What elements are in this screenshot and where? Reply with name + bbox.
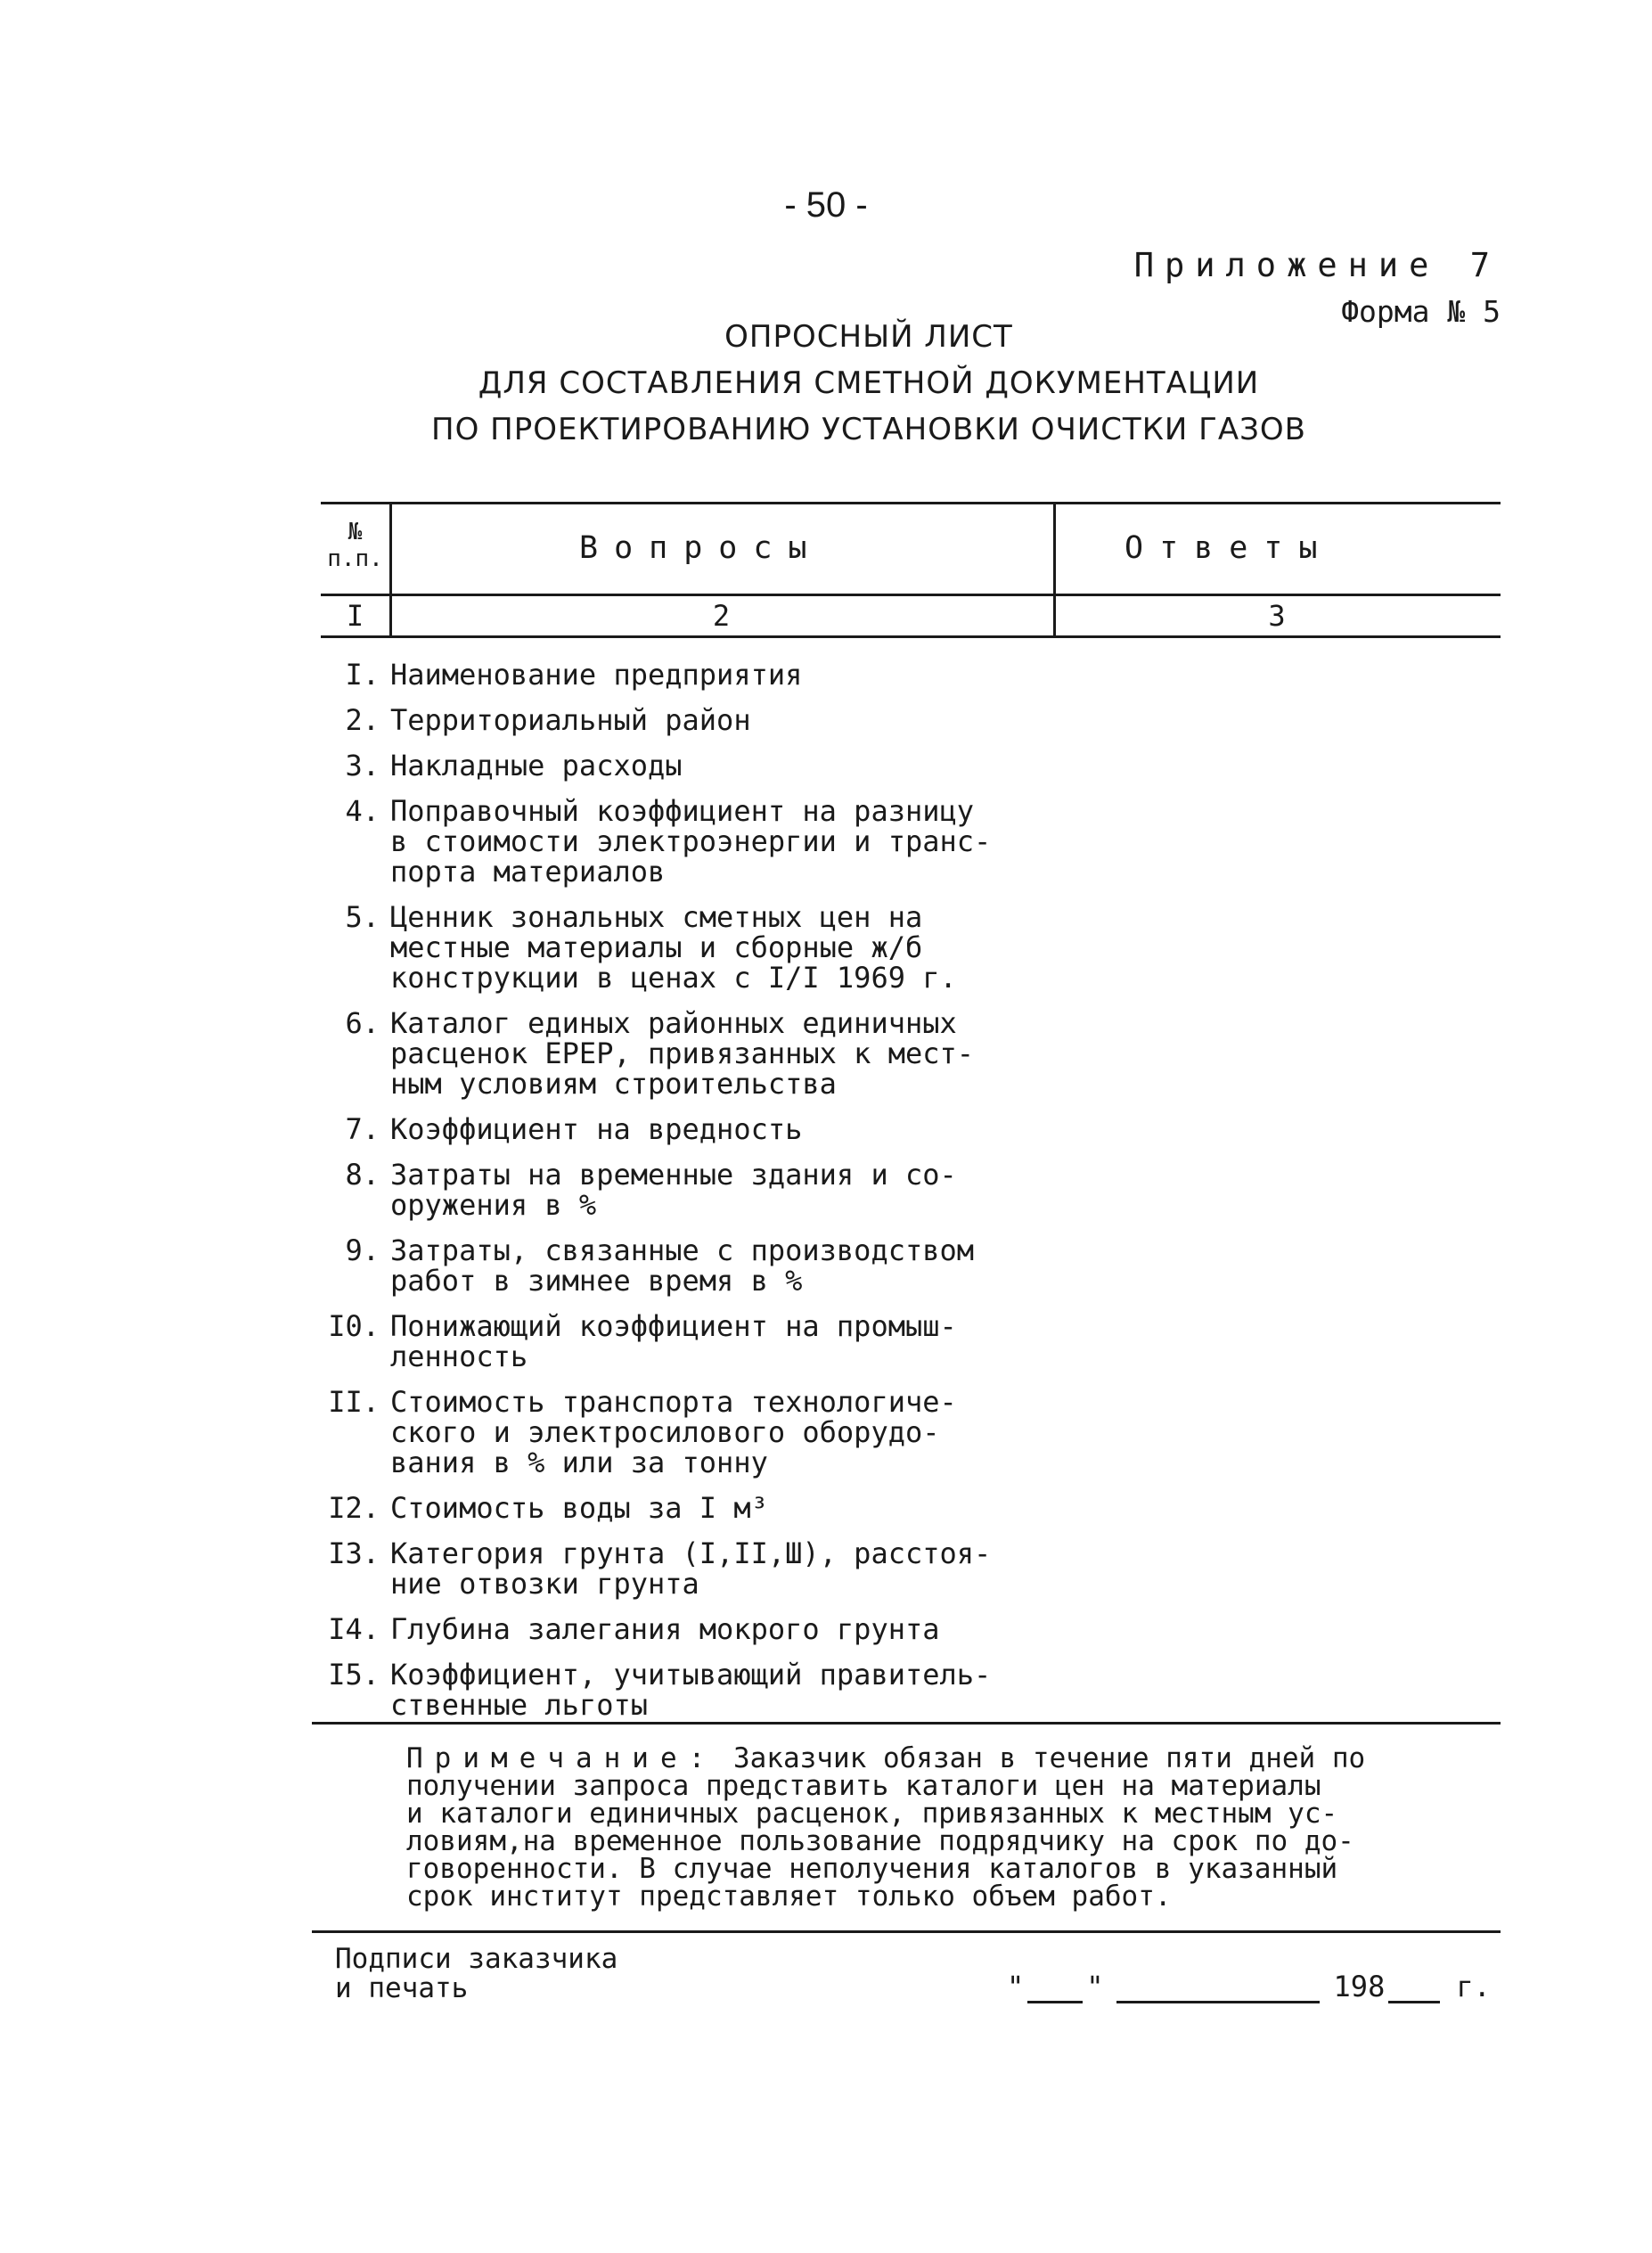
list-item bbox=[312, 1538, 1114, 1599]
question-text: Накладные расходы bbox=[390, 749, 683, 782]
question-text: Стоимость транспорта технологиче- ского и электросилового оборудо- вания в % или за тонну bbox=[390, 1385, 957, 1479]
question-text: Категория грунта (I,II,Ш), расстоя- ние отвозки грунта bbox=[390, 1536, 992, 1601]
list-item bbox=[312, 1159, 1114, 1220]
list-item bbox=[312, 660, 1114, 690]
signature-label: Подписи заказчика и печать bbox=[335, 1943, 618, 2004]
title-line-2: ДЛЯ СОСТАВЛЕНИЯ СМЕТНОЙ ДОКУМЕНТАЦИИ bbox=[478, 365, 1260, 401]
question-text: Глубина залегания мокрого грунта bbox=[390, 1612, 940, 1646]
question-number: 4. bbox=[345, 794, 380, 828]
date-open-quote: " bbox=[1007, 1970, 1025, 2003]
question-text: Стоимость воды за I м³ bbox=[390, 1491, 768, 1525]
question-text: Затраты, связанные с производством работ в зимнее время в % bbox=[390, 1233, 975, 1298]
table-header-rule bbox=[321, 594, 1501, 596]
list-item bbox=[312, 1659, 1114, 1720]
month-blank[interactable] bbox=[1116, 1974, 1320, 2003]
date-close-quote: " bbox=[1086, 1970, 1104, 2003]
day-blank[interactable] bbox=[1027, 1974, 1083, 2003]
list-item bbox=[312, 1311, 1114, 1372]
question-number: I5. bbox=[328, 1658, 380, 1692]
list-item bbox=[312, 796, 1114, 887]
questions-list bbox=[312, 660, 1114, 1735]
list-item bbox=[312, 1114, 1114, 1144]
list-item bbox=[312, 1493, 1114, 1523]
year-blank[interactable] bbox=[1388, 1974, 1440, 2003]
question-text: Территориальный район bbox=[390, 703, 751, 737]
list-item bbox=[312, 1235, 1114, 1296]
signature-date bbox=[1007, 1970, 1491, 2003]
year-suffix: г. bbox=[1456, 1970, 1491, 2003]
page-number: - 50 - bbox=[784, 185, 868, 225]
note-label: Примечание: bbox=[406, 1742, 717, 1774]
list-item bbox=[312, 1614, 1114, 1644]
form-number: Форма № 5 bbox=[1341, 294, 1501, 329]
table-bottom-rule bbox=[321, 635, 1501, 638]
header-number: № п.п. bbox=[327, 519, 383, 572]
question-text: Затраты на временные здания и со- оружения в % bbox=[390, 1158, 957, 1222]
question-number: I. bbox=[345, 658, 380, 692]
question-number: 5. bbox=[345, 900, 380, 934]
column-number-2: 2 bbox=[712, 599, 731, 633]
question-text: Каталог единых районных единичных расценок ЕРЕР, привязанных к мест- ным условиям строительства bbox=[390, 1006, 975, 1101]
header-answers: Ответы bbox=[1125, 530, 1334, 566]
question-number: 8. bbox=[345, 1158, 380, 1192]
note-block bbox=[406, 1742, 1520, 1913]
note-bottom-rule bbox=[312, 1930, 1501, 1933]
question-number: I2. bbox=[328, 1491, 380, 1525]
question-text: Наименование предприятия bbox=[390, 658, 803, 692]
list-item bbox=[312, 902, 1114, 993]
question-number: 6. bbox=[345, 1006, 380, 1040]
question-text: Поправочный коэффициент на разницу в стоимости электроэнергии и транс- порта материалов bbox=[390, 794, 992, 889]
question-text: Ценник зональных сметных цен на местные материалы и сборные ж/б конструкции в ценах с I/I 1969 г. bbox=[390, 900, 957, 995]
question-text: Коэффициент, учитывающий правитель- ственные льготы bbox=[390, 1658, 992, 1722]
list-item bbox=[312, 1387, 1114, 1478]
question-number: I4. bbox=[328, 1612, 380, 1646]
question-number: I0. bbox=[328, 1309, 380, 1343]
question-number: 3. bbox=[345, 749, 380, 782]
list-item bbox=[312, 1008, 1114, 1099]
question-number: I3. bbox=[328, 1536, 380, 1570]
question-number: 2. bbox=[345, 703, 380, 737]
question-text: Коэффициент на вредность bbox=[390, 1112, 803, 1146]
note-text: Заказчик обязан в течение пяти дней по получении запроса представить каталоги цен на материалы и каталоги единичных расценок, привязанных к местным ус- ловиям,на временное пользование подрядчику на срок по до- говоренности. В случае неполучения каталогов в указанный срок институт представляет только объем работ. bbox=[406, 1742, 1366, 1913]
column-number-1: I bbox=[346, 599, 364, 633]
question-text: Понижающий коэффициент на промыш- ленность bbox=[390, 1309, 957, 1373]
question-number: 7. bbox=[345, 1112, 380, 1146]
list-item bbox=[312, 750, 1114, 781]
title-line-1: ОПРОСНЫЙ ЛИСТ bbox=[724, 319, 1013, 355]
appendix-label: Приложение 7 bbox=[1133, 246, 1501, 284]
title-line-3: ПО ПРОЕКТИРОВАНИЮ УСТАНОВКИ ОЧИСТКИ ГАЗОВ bbox=[431, 412, 1306, 447]
list-item bbox=[312, 705, 1114, 735]
table-top-rule bbox=[321, 502, 1501, 504]
column-number-3: 3 bbox=[1268, 599, 1286, 633]
question-number: II. bbox=[328, 1385, 380, 1419]
note-top-rule bbox=[312, 1722, 1501, 1725]
year-prefix: 198 bbox=[1333, 1970, 1386, 2003]
header-questions: Вопросы bbox=[579, 530, 823, 566]
question-number: 9. bbox=[345, 1233, 380, 1267]
